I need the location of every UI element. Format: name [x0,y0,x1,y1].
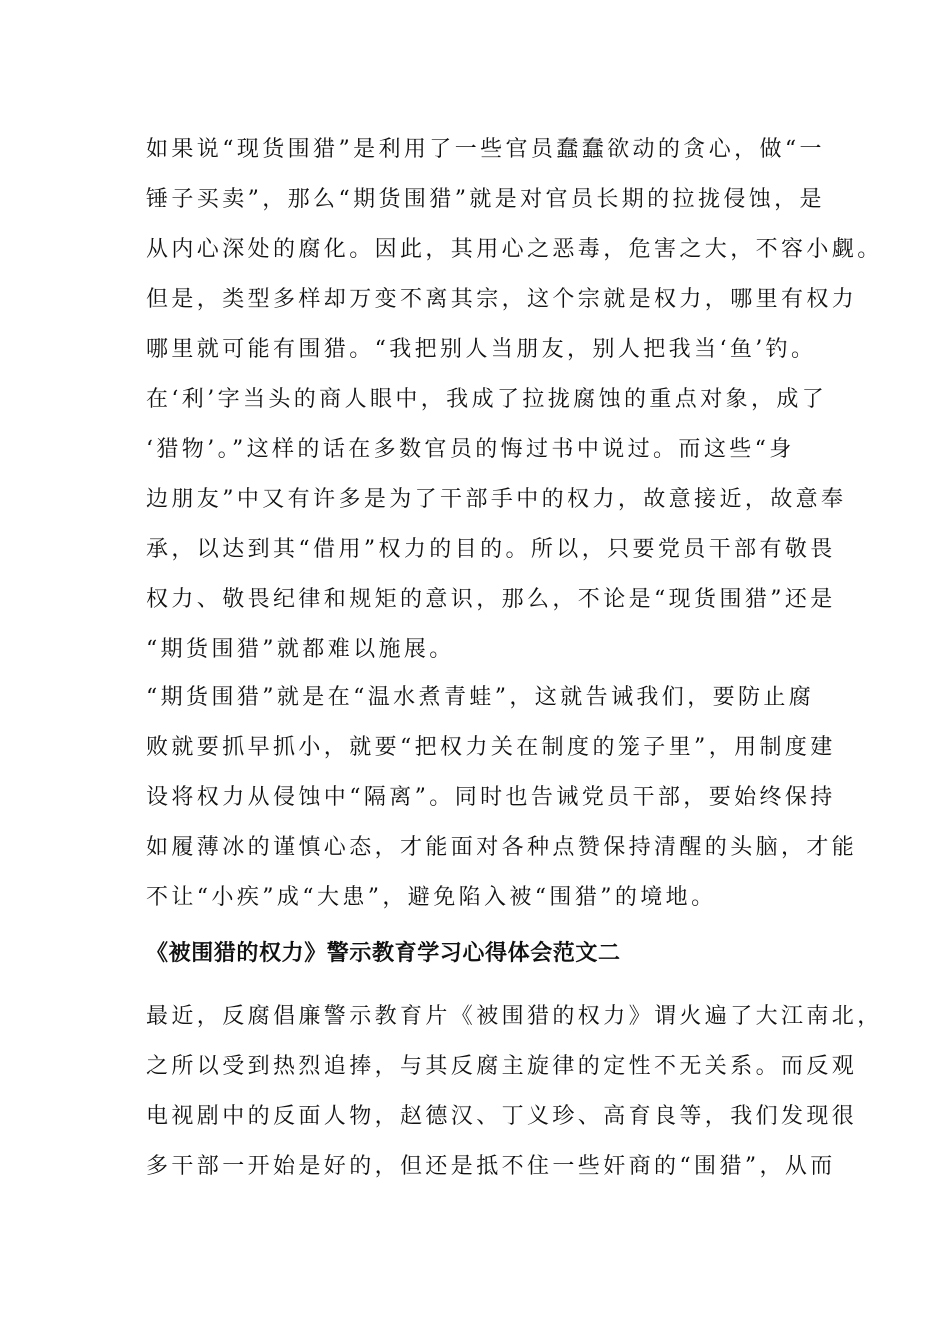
text-line: 哪里就可能有围猎。“我把别人当朋友，别人把我当‘鱼’钓。 [146,337,817,362]
text-line: 设将权力从侵蚀中“隔离”。同时也告诫党员干部，要始终保持 [146,785,836,810]
text-line: 锤子买卖”，那么“期货围猎”就是对官员长期的拉拢侵蚀，是 [146,187,825,212]
text-line: 败就要抓早抓小，就要“把权力关在制度的笼子里”，用制度建 [146,735,836,760]
text-line: 多干部一开始是好的，但还是抵不住一些奸商的“围猎”，从而 [146,1154,836,1179]
text-line: 承，以达到其“借用”权力的目的。所以，只要党员干部有敬畏 [146,537,836,562]
text-line: 电视剧中的反面人物，赵德汉、丁义珍、高育良等，我们发现很 [146,1104,858,1129]
paragraph-3 [146,992,883,1192]
text-line: 在‘利’字当头的商人眼中，我成了拉拢腐蚀的重点对象，成了 [146,387,828,412]
text-line: 权力、敬畏纪律和规矩的意识，那么，不论是“现货围猎”还是 [146,587,836,612]
text-line: 如果说“现货围猎”是利用了一些官员蠢蠢欲动的贪心，做“一 [146,137,825,162]
text-line: “期货围猎”就都难以施展。 [146,637,455,662]
text-line: 如履薄冰的谨慎心态，才能面对各种点赞保持清醒的头脑，才能 [146,835,858,860]
text-line: 边朋友”中又有许多是为了干部手中的权力，故意接近，故意奉 [146,487,847,512]
text-line: 最近，反腐倡廉警示教育片《被围猎的权力》谓火遍了大江南北， [146,1004,883,1029]
text-line: 之所以受到热烈追捧，与其反腐主旋律的定性不无关系。而反观 [146,1054,858,1079]
text-line: 从内心深处的腐化。因此，其用心之恶毒，危害之大，不容小觑。 [146,237,883,262]
text-line: “期货围猎”就是在“温水煮青蛙”，这就告诫我们，要防止腐 [146,685,815,710]
section-heading: 《被围猎的权力》警示教育学习心得体会范文二 [146,940,621,966]
paragraph-2 [146,673,858,923]
text-line: ‘猎物’。”这样的话在多数官员的悔过书中说过。而这些“身 [146,437,795,462]
text-line: 不让“小疾”成“大患”，避免陷入被“围猎”的境地。 [146,885,717,910]
paragraph-1 [146,125,883,675]
text-line: 但是，类型多样却万变不离其宗，这个宗就是权力，哪里有权力 [146,287,858,312]
